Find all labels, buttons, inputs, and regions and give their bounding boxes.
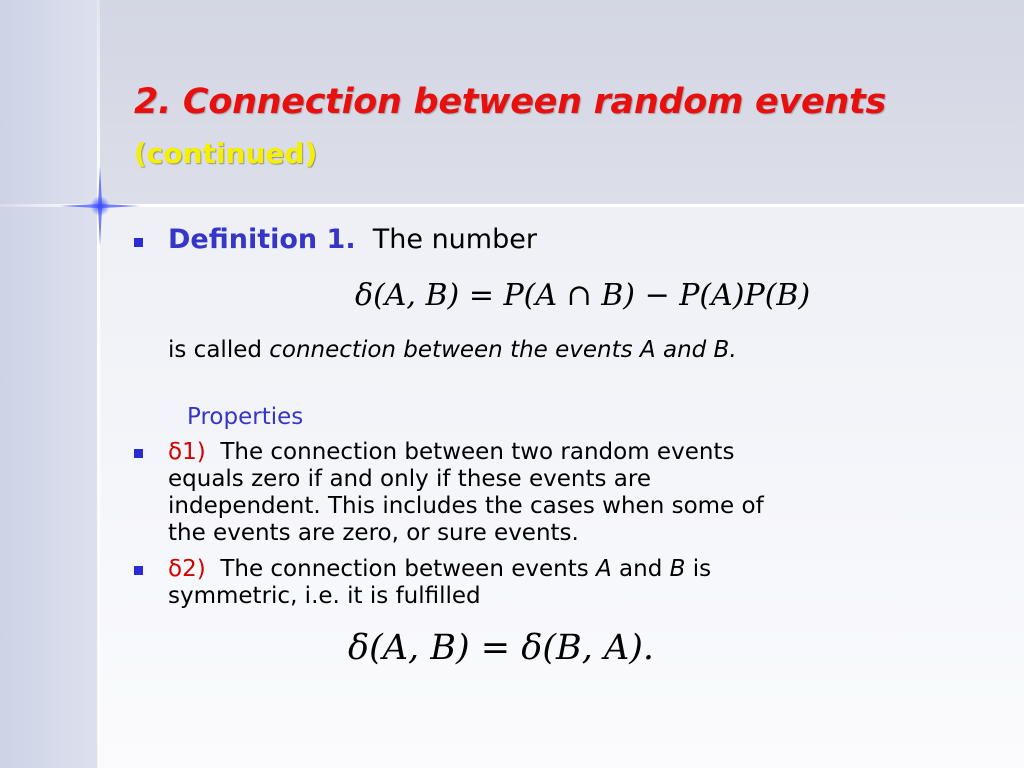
property-2-label: δ2) <box>168 556 206 582</box>
property-2 <box>168 556 711 610</box>
formula-symmetry: δ(A, B) = δ(B, A). <box>348 628 655 668</box>
left-panel <box>0 0 98 768</box>
property-1-line-1: δ1) The connection between two random events <box>168 439 735 465</box>
called-italic: connection between the events A and B. <box>269 337 737 363</box>
slide-subtitle: (continued) <box>134 137 318 170</box>
bullet-definition <box>134 238 143 247</box>
property-1 <box>168 439 764 547</box>
formula-connection <box>355 278 810 313</box>
formula-eq: = <box>468 278 494 313</box>
definition-label: Definition 1. <box>168 224 356 255</box>
sparkle-icon <box>60 166 140 246</box>
definition-line <box>168 224 537 255</box>
horizontal-divider <box>0 204 1024 207</box>
formula-p1: P(A ∩ B) <box>503 278 636 313</box>
formula-p2: P(A)P(B) <box>679 278 811 313</box>
formula-minus: − <box>644 278 670 313</box>
property-1-line-2: equals zero if and only if these events are <box>168 466 651 492</box>
called-prefix: is called <box>168 337 270 363</box>
slide-title: 2. Connection between random events <box>134 82 887 122</box>
formula-lhs-args: (A, B) <box>373 278 460 313</box>
formula-lhs-sym: δ <box>355 278 374 313</box>
property-1-line-4: the events are zero, or sure events. <box>168 520 579 546</box>
bullet-property-1 <box>134 449 143 458</box>
property-2-line-1: δ2) The connection between events A and B is <box>168 556 712 582</box>
property-2-line-2: symmetric, i.e. it is fulfilled <box>168 583 481 609</box>
properties-heading: Properties <box>187 404 304 430</box>
called-line <box>168 337 737 364</box>
definition-text: The number <box>372 224 537 255</box>
property-1-line-3: independent. This includes the cases when some of <box>168 493 764 519</box>
property-1-label: δ1) <box>168 439 206 465</box>
vertical-divider <box>97 0 100 768</box>
bullet-property-2 <box>134 566 143 575</box>
